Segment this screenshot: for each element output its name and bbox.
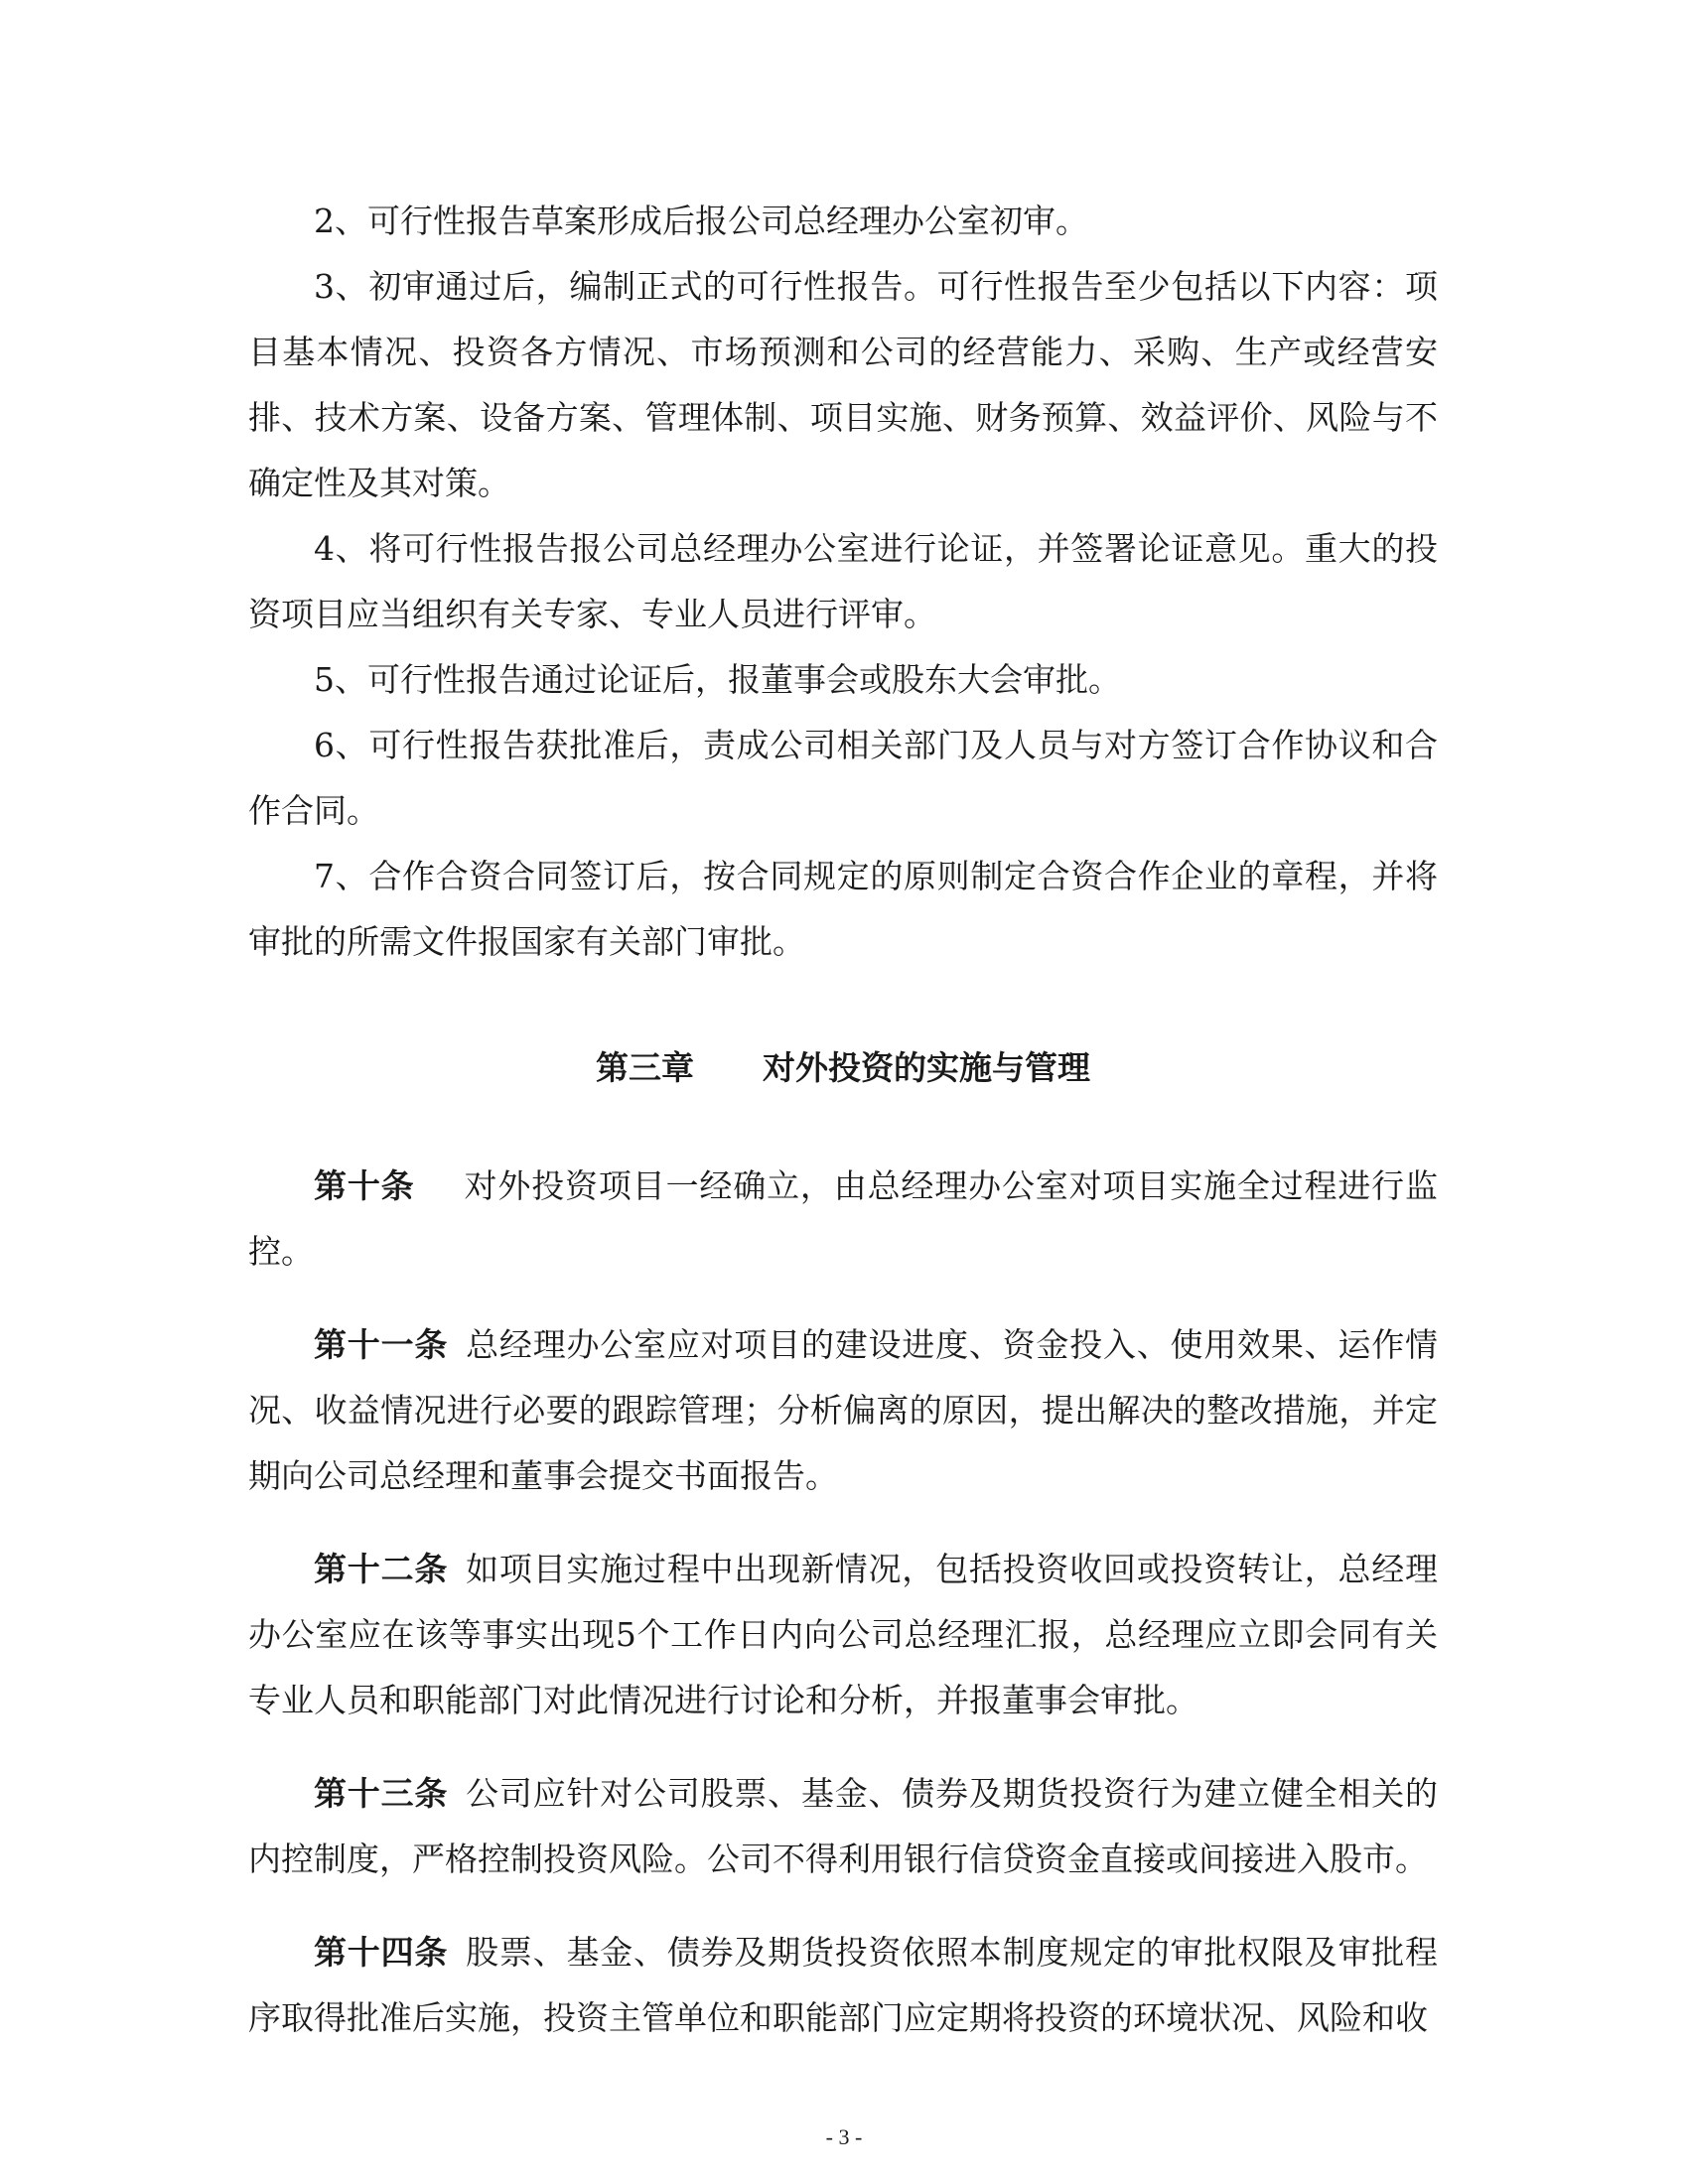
article-text: 对外投资项目一经确立，由总经理办公室对项目实施全过程进行监控。 xyxy=(248,1166,1439,1271)
article-text: 股票、基金、债券及期货投资依照本制度规定的审批权限及审批程序取得批准后实施，投资主管单位和职能部门应定期将投资的环境状况、风险和收 xyxy=(248,1933,1438,2037)
article-13 xyxy=(248,1761,1438,1892)
article-label: 第十二条 xyxy=(314,1550,449,1588)
article-label: 第十四条 xyxy=(314,1933,449,1972)
list-item: 3、初审通过后，编制正式的可行性报告。可行性报告至少包括以下内容：项目基本情况、投资各方情况、市场预测和公司的经营能力、采购、生产或经营安排、技术方案、设备方案、管理体制、项目实施、财务预算、效益评价、风险与不确定性及其对策。 xyxy=(248,267,1438,502)
article-11 xyxy=(248,1312,1438,1509)
list-item: 5、可行性报告通过论证后，报董事会或股东大会审批。 xyxy=(314,660,1121,699)
list-item: 2、可行性报告草案形成后报公司总经理办公室初审。 xyxy=(314,202,1088,240)
article-12 xyxy=(248,1537,1438,1733)
article-label: 第十条 xyxy=(314,1166,415,1205)
article-text: 总经理办公室应对项目的建设进度、资金投入、使用效果、运作情况、收益情况进行必要的跟踪管理；分析偏离的原因，提出解决的整改措施，并定期向公司总经理和董事会提交书面报告。 xyxy=(248,1325,1438,1495)
list-item: 4、将可行性报告报公司总经理办公室进行论证，并签署论证意见。重大的投资项目应当组织有关专家、专业人员进行评审。 xyxy=(248,529,1438,633)
chapter-heading: 第三章 对外投资的实施与管理 xyxy=(596,1048,1090,1087)
list-item: 6、可行性报告获批准后，责成公司相关部门及人员与对方签订合作协议和合作合同。 xyxy=(248,726,1438,830)
list-item: 7、合作合资合同签订后，按合同规定的原则制定合资合作企业的章程，并将审批的所需文件报国家有关部门审批。 xyxy=(248,857,1438,961)
page-body xyxy=(248,189,1438,2079)
article-label: 第十一条 xyxy=(314,1325,449,1364)
article-text: 公司应针对公司股票、基金、债券及期货投资行为建立健全相关的内控制度，严格控制投资风险。公司不得利用银行信贷资金直接或间接进入股市。 xyxy=(248,1774,1438,1878)
page-number: - 3 - xyxy=(825,2124,863,2149)
article-label: 第十三条 xyxy=(314,1774,449,1813)
article-text: 如项目实施过程中出现新情况，包括投资收回或投资转让，总经理办公室应在该等事实出现5个工作日内向公司总经理汇报，总经理应立即会同有关专业人员和职能部门对此情况进行讨论和分析，并报董事会审批。 xyxy=(248,1550,1438,1719)
article-10 xyxy=(248,1154,1438,1285)
article-14 xyxy=(248,1920,1438,2051)
